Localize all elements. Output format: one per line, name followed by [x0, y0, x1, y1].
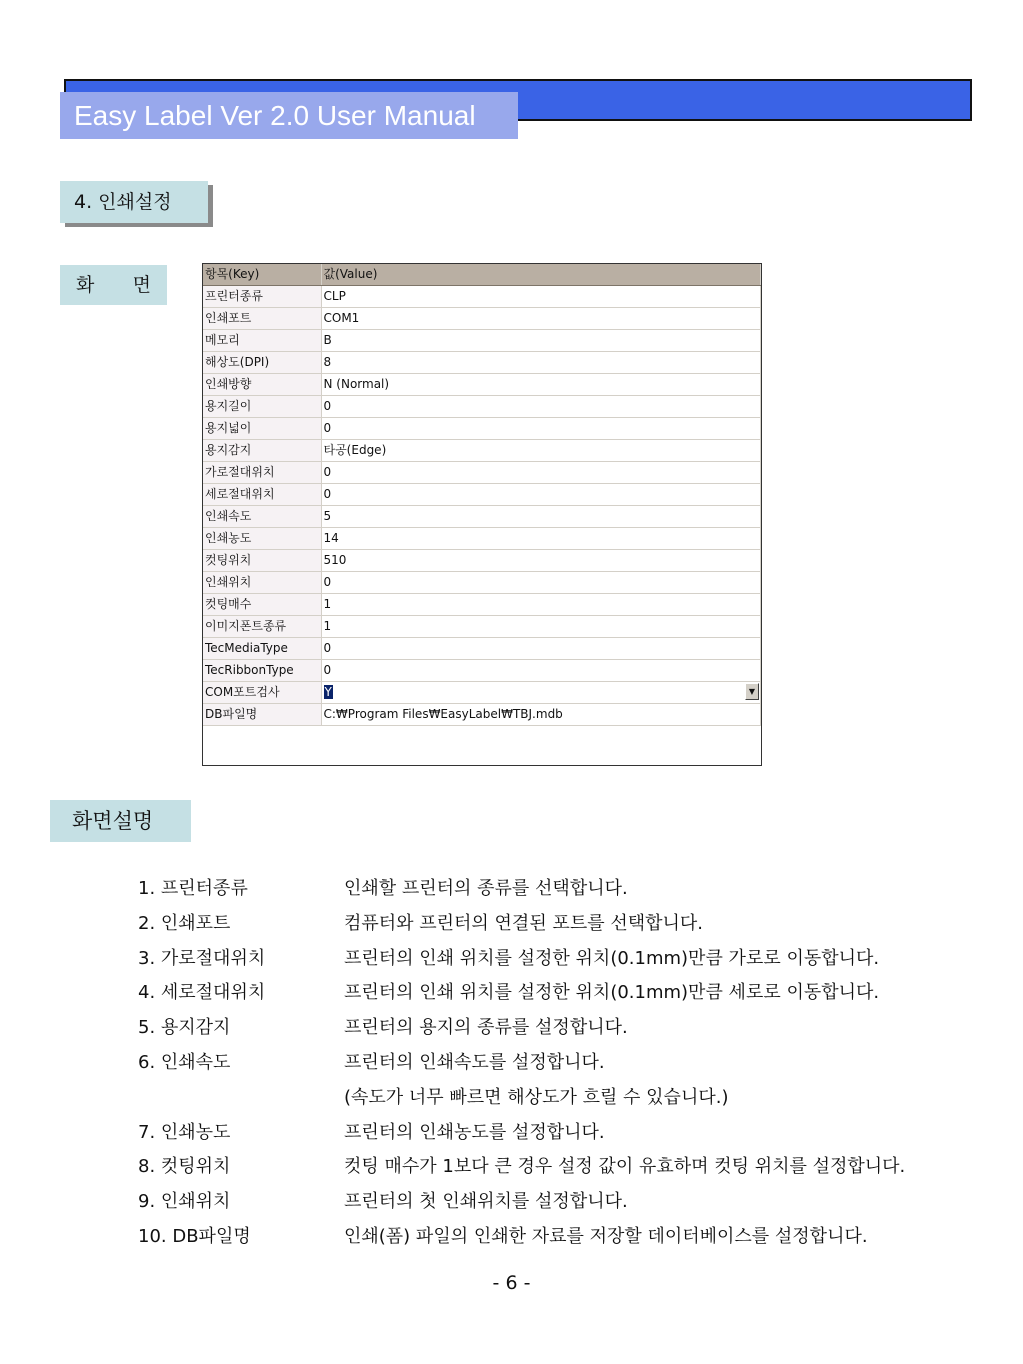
grid-row[interactable] — [203, 638, 761, 660]
grid-row[interactable] — [203, 462, 761, 484]
grid-key-cell: 인쇄속도 — [203, 506, 321, 528]
grid-header-row — [203, 264, 761, 286]
grid-row[interactable] — [203, 682, 761, 704]
description-item-number: 7. 인쇄농도 — [138, 1121, 231, 1143]
description-item-number: 2. 인쇄포트 — [138, 912, 231, 934]
grid-value-cell[interactable]: 510 — [321, 550, 761, 572]
grid-key-cell: TecRibbonType — [203, 660, 321, 682]
selected-value[interactable]: Y — [324, 685, 332, 699]
grid-value-cell[interactable]: 0 — [321, 396, 761, 418]
grid-key-cell: 용지넓이 — [203, 418, 321, 440]
description-item — [138, 942, 998, 977]
document-title: Easy Label Ver 2.0 User Manual — [60, 92, 518, 139]
grid-key-cell: 컷팅매수 — [203, 594, 321, 616]
grid-key-cell: 이미지폰트종류 — [203, 616, 321, 638]
grid-key-cell: 프린터종류 — [203, 286, 321, 308]
description-heading: 화면설명 — [50, 800, 191, 842]
description-item-number: 10. DB파일명 — [138, 1225, 251, 1247]
grid-row[interactable] — [203, 704, 761, 726]
description-item-text: 프린터의 인쇄 위치를 설정한 위치(0.1mm)만큼 세로로 이동합니다. — [344, 982, 880, 1004]
grid-row[interactable] — [203, 484, 761, 506]
description-item — [138, 1220, 998, 1255]
settings-table — [203, 264, 761, 726]
grid-row[interactable] — [203, 308, 761, 330]
grid-row[interactable] — [203, 440, 761, 462]
description-item-text: 프린터의 인쇄 위치를 설정한 위치(0.1mm)만큼 가로로 이동합니다. — [344, 947, 880, 969]
grid-value-cell[interactable]: N (Normal) — [321, 374, 761, 396]
grid-row[interactable] — [203, 286, 761, 308]
grid-value-cell[interactable]: 타공(Edge) — [321, 440, 761, 462]
grid-key-cell: 용지길이 — [203, 396, 321, 418]
grid-value-cell[interactable]: 0 — [321, 484, 761, 506]
grid-row[interactable] — [203, 528, 761, 550]
description-item-text: 인쇄할 프린터의 종류를 선택합니다. — [344, 878, 628, 899]
grid-key-cell: 인쇄방향 — [203, 374, 321, 396]
screen-label — [60, 265, 167, 305]
grid-key-cell: 인쇄농도 — [203, 528, 321, 550]
grid-value-cell[interactable]: 0 — [321, 462, 761, 484]
grid-row[interactable] — [203, 396, 761, 418]
description-item-text: 프린터의 첫 인쇄위치를 설정합니다. — [344, 1191, 628, 1213]
description-item — [138, 1150, 998, 1185]
description-item-number: 4. 세로절대위치 — [138, 982, 266, 1004]
grid-value-cell[interactable]: 0 — [321, 638, 761, 660]
grid-key-cell: 해상도(DPI) — [203, 352, 321, 374]
description-item — [138, 907, 998, 942]
grid-value-cell[interactable]: 1 — [321, 594, 761, 616]
grid-value-cell[interactable]: 0 — [321, 660, 761, 682]
page-number: - 6 - — [492, 1272, 531, 1294]
description-item-number: 3. 가로절대위치 — [138, 947, 266, 969]
grid-value-cell[interactable]: 0 — [321, 572, 761, 594]
grid-value-cell[interactable]: 0 — [321, 418, 761, 440]
grid-key-cell: 메모리 — [203, 330, 321, 352]
screen-label-first: 화 — [76, 274, 95, 296]
description-item — [138, 1046, 998, 1081]
description-item — [138, 1011, 998, 1046]
grid-key-cell: COM포트검사 — [203, 682, 321, 704]
description-item — [138, 872, 998, 907]
grid-row[interactable] — [203, 616, 761, 638]
description-item-text: 컷팅 매수가 1보다 큰 경우 설정 값이 유효하며 컷팅 위치를 설정합니다. — [344, 1156, 906, 1178]
description-item — [138, 1081, 998, 1116]
description-item-number: 1. 프린터종류 — [138, 878, 248, 899]
grid-row[interactable] — [203, 572, 761, 594]
grid-row[interactable] — [203, 594, 761, 616]
description-item-text: 프린터의 인쇄속도를 설정합니다. — [344, 1051, 605, 1073]
grid-value-cell[interactable] — [321, 682, 761, 704]
grid-value-cell[interactable]: 1 — [321, 616, 761, 638]
grid-row[interactable] — [203, 352, 761, 374]
description-item-text: 인쇄(폼) 파일의 인쇄한 자료를 저장할 데이터베이스를 설정합니다. — [344, 1225, 868, 1247]
settings-grid — [202, 263, 762, 766]
description-item — [138, 1185, 998, 1220]
description-item — [138, 976, 998, 1011]
grid-key-cell: 가로절대위치 — [203, 462, 321, 484]
grid-key-cell: 세로절대위치 — [203, 484, 321, 506]
description-item-number: 5. 용지감지 — [138, 1017, 231, 1039]
section-heading: 4. 인쇄설정 — [60, 181, 208, 223]
grid-value-cell[interactable]: 5 — [321, 506, 761, 528]
grid-key-cell: DB파일명 — [203, 704, 321, 726]
grid-value-cell[interactable]: COM1 — [321, 308, 761, 330]
grid-key-cell: 인쇄위치 — [203, 572, 321, 594]
screen-label-second: 면 — [132, 274, 151, 296]
description-list — [138, 872, 998, 1255]
description-item-text: (속도가 너무 빠르면 해상도가 흐릴 수 있습니다.) — [344, 1086, 729, 1108]
grid-value-cell[interactable]: 8 — [321, 352, 761, 374]
grid-value-cell[interactable]: 14 — [321, 528, 761, 550]
grid-row[interactable] — [203, 506, 761, 528]
grid-value-cell[interactable]: CLP — [321, 286, 761, 308]
grid-key-cell: 컷팅위치 — [203, 550, 321, 572]
grid-row[interactable] — [203, 374, 761, 396]
grid-row[interactable] — [203, 550, 761, 572]
grid-value-cell[interactable]: C:₩Program Files₩EasyLabel₩TBJ.mdb — [321, 704, 761, 726]
grid-row[interactable] — [203, 660, 761, 682]
description-item-number: 9. 인쇄위치 — [138, 1191, 231, 1213]
grid-row[interactable] — [203, 330, 761, 352]
description-item — [138, 1116, 998, 1151]
grid-row[interactable] — [203, 418, 761, 440]
grid-key-cell: 용지감지 — [203, 440, 321, 462]
chevron-down-icon[interactable]: ▼ — [745, 683, 759, 700]
grid-value-cell[interactable]: B — [321, 330, 761, 352]
description-item-text: 프린터의 용지의 종류를 설정합니다. — [344, 1017, 628, 1039]
key-column-header: 항목(Key) — [203, 264, 321, 286]
description-item-text: 컴퓨터와 프린터의 연결된 포트를 선택합니다. — [344, 912, 703, 934]
description-item-text: 프린터의 인쇄농도를 설정합니다. — [344, 1121, 605, 1143]
description-item-number — [138, 1081, 344, 1116]
grid-key-cell: TecMediaType — [203, 638, 321, 660]
description-item-number: 8. 컷팅위치 — [138, 1156, 231, 1178]
description-item-number: 6. 인쇄속도 — [138, 1051, 231, 1073]
grid-key-cell: 인쇄포트 — [203, 308, 321, 330]
value-column-header: 값(Value) — [321, 264, 761, 286]
